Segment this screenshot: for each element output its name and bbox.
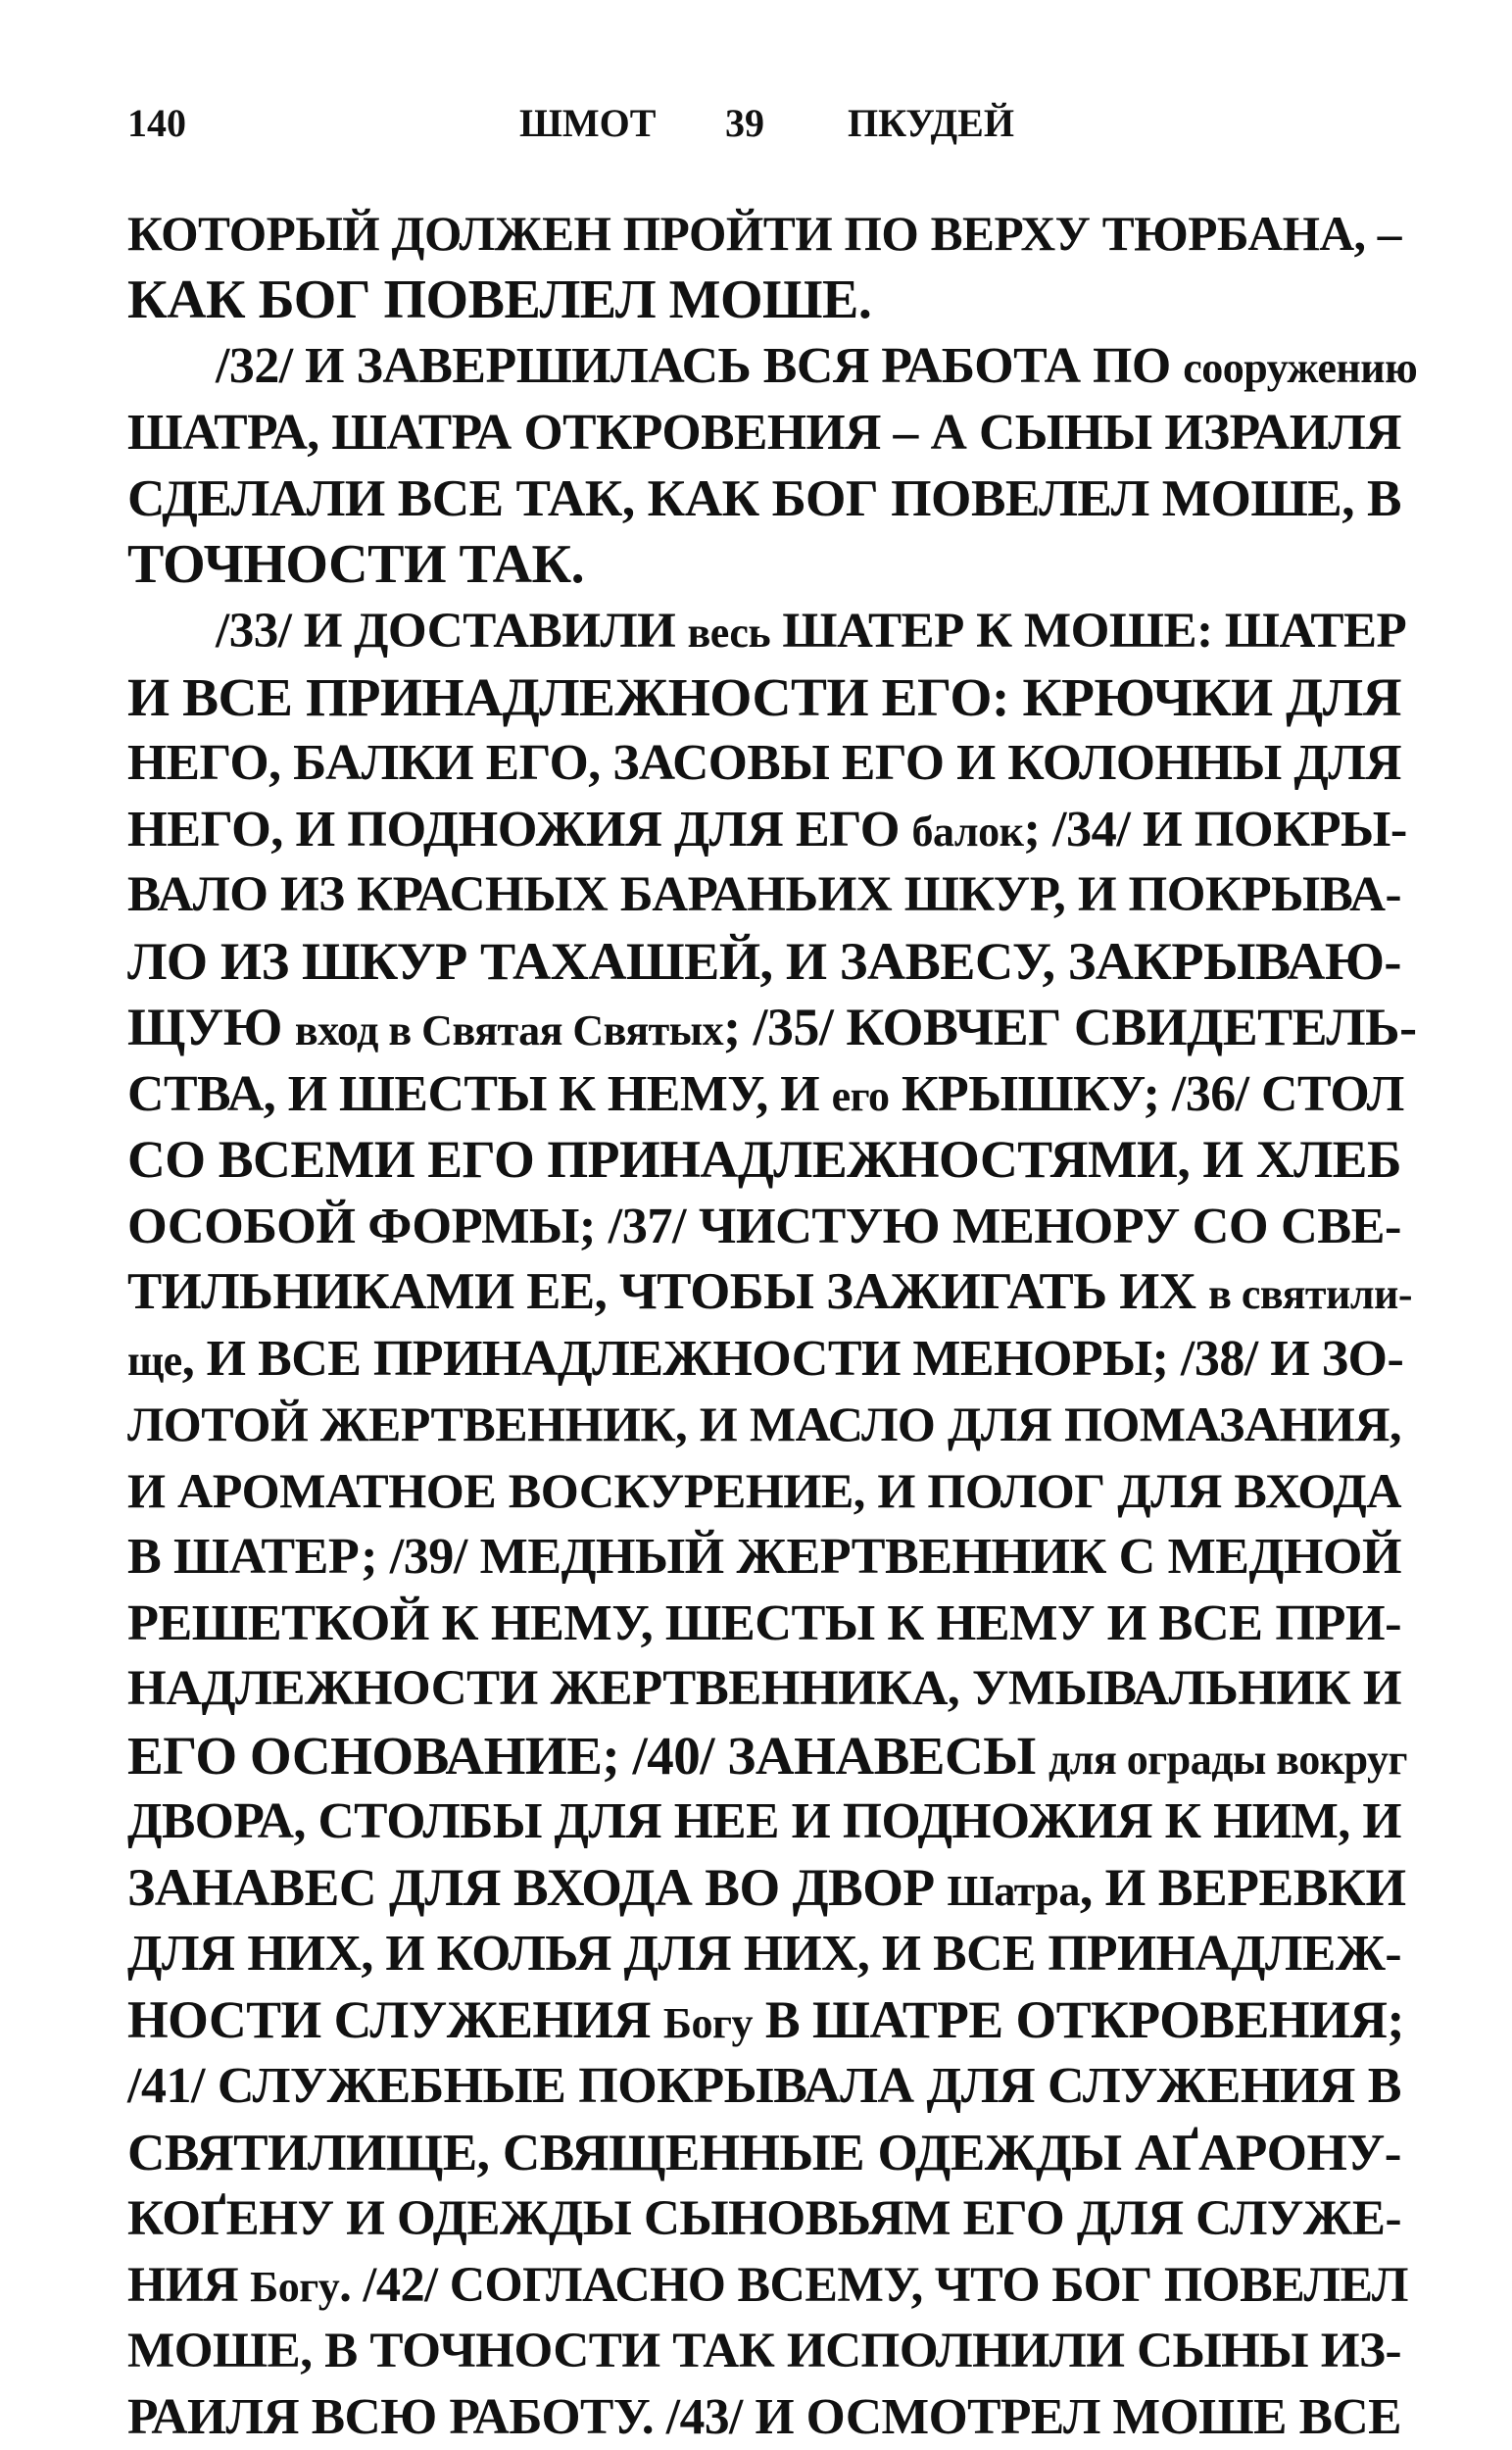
text-segment: ЛО ИЗ ШКУР ТАХАШЕЙ, И ЗАВЕСУ, ЗАКРЫВАЮ- xyxy=(127,932,1401,991)
text-segment: весь xyxy=(688,609,771,657)
text-line xyxy=(127,2384,1401,2450)
text-segment: РЕШЕТКОЙ К НЕМУ, ШЕСТЫ К НЕМУ И ВСЕ ПРИ- xyxy=(127,1594,1401,1651)
text-line xyxy=(127,1194,1401,1260)
text-segment: КАК БОГ ПОВЕЛЕЛ МОШЕ. xyxy=(127,270,871,330)
text-line xyxy=(127,201,1401,268)
text-segment: Богу xyxy=(250,2263,339,2311)
text-segment: МОШЕ, В ТОЧНОСТИ ТАК ИСПОЛНИЛИ СЫНЫ ИЗ- xyxy=(127,2323,1401,2378)
text-line xyxy=(127,1788,1401,1855)
text-segment: КРЫШКУ; /36/ СТОЛ xyxy=(890,1066,1404,1122)
text-line xyxy=(127,1921,1401,1987)
text-segment: ДЛЯ НИХ, И КОЛЬЯ ДЛЯ НИХ, И ВСЕ ПРИНАДЛЕЖ- xyxy=(127,1926,1401,1982)
text-segment: Шатра xyxy=(948,1867,1080,1915)
text-line xyxy=(127,1259,1401,1326)
text-line xyxy=(127,1458,1401,1525)
text-line xyxy=(127,1392,1401,1458)
text-segment: НЕГО, БАЛКИ ЕГО, ЗАСОВЫ ЕГО И КОЛОННЫ ДЛЯ xyxy=(127,735,1401,791)
text-segment: ЗАНАВЕС ДЛЯ ВХОДА ВО ДВОР xyxy=(127,1858,948,1917)
text-segment: И АРОМАТНОЕ ВОСКУРЕНИЕ, И ПОЛОГ ДЛЯ ВХОДА xyxy=(127,1463,1401,1518)
text-line xyxy=(127,862,1401,929)
text-segment: СВЯТИЛИЩЕ, СВЯЩЕННЫЕ ОДЕЖДЫ АҐАРОНУ- xyxy=(127,2124,1401,2181)
text-line xyxy=(127,797,1401,863)
text-segment: балок xyxy=(912,808,1024,856)
text-line xyxy=(127,2318,1401,2384)
text-line xyxy=(127,1723,1401,1789)
text-segment: РАИЛЯ ВСЮ РАБОТУ. /43/ И ОСМОТРЕЛ МОШЕ ВСЕ xyxy=(127,2389,1401,2445)
text-line xyxy=(127,1326,1401,1393)
text-line xyxy=(127,333,1401,400)
text-segment: В ШАТРЕ ОТКРОВЕНИЯ; xyxy=(753,1990,1404,2049)
text-segment: СО ВСЕМИ ЕГО ПРИНАДЛЕЖНОСТЯМИ, И ХЛЕБ xyxy=(127,1130,1401,1189)
text-segment: СДЕЛАЛИ ВСЕ ТАК, КАК БОГ ПОВЕЛЕЛ МОШЕ, В xyxy=(127,469,1401,527)
chapter-number: 39 xyxy=(725,100,764,146)
text-line xyxy=(127,664,1401,731)
text-line xyxy=(127,268,1401,334)
text-segment: СТВА, И ШЕСТЫ К НЕМУ, И xyxy=(127,1066,832,1122)
text-segment: в святили- xyxy=(1208,1270,1412,1318)
text-line xyxy=(127,995,1401,1061)
running-head xyxy=(127,100,1401,159)
parsha-name: ПКУДЕЙ xyxy=(848,100,1014,146)
text-segment: НАДЛЕЖНОСТИ ЖЕРТВЕННИКА, УМЫВАЛЬНИК И xyxy=(127,1661,1401,1716)
text-segment: НИЯ xyxy=(127,2257,250,2312)
text-segment: вход в Святая Святых xyxy=(295,1006,723,1054)
text-segment: ДВОРА, СТОЛБЫ ДЛЯ НЕЕ И ПОДНОЖИЯ К НИМ, И xyxy=(127,1793,1401,1849)
text-line xyxy=(127,466,1401,532)
text-segment: ТОЧНОСТИ ТАК. xyxy=(127,534,584,595)
text-segment: для ограды вокруг xyxy=(1049,1736,1407,1784)
text-line xyxy=(127,1656,1401,1723)
body-text xyxy=(127,201,1401,2450)
text-segment: сооружению xyxy=(1183,344,1417,392)
text-segment: НОСТИ СЛУЖЕНИЯ xyxy=(127,1990,663,2049)
text-segment: НЕГО, И ПОДНОЖИЯ ДЛЯ ЕГО xyxy=(127,801,912,858)
text-segment: ШАТЕР К МОШЕ: ШАТЕР xyxy=(770,603,1406,659)
text-segment: ВАЛО ИЗ КРАСНЫХ БАРАНЬИХ ШКУР, И ПОКРЫВА- xyxy=(127,867,1401,922)
text-segment: КОТОРЫЙ ДОЛЖЕН ПРОЙТИ ПО ВЕРХУ ТЮРБАНА, – xyxy=(127,207,1401,261)
text-segment: . /42/ СОГЛАСНО ВСЕМУ, ЧТО БОГ ПОВЕЛЕЛ xyxy=(339,2257,1408,2312)
text-segment: его xyxy=(832,1072,890,1120)
text-segment: /33/ И ДОСТАВИЛИ xyxy=(216,603,688,659)
text-line xyxy=(127,2252,1401,2319)
text-segment: /32/ И ЗАВЕРШИЛАСЬ ВСЯ РАБОТА ПО xyxy=(216,338,1183,394)
text-segment: В ШАТЕР; /39/ МЕДНЫЙ ЖЕРТВЕННИК С МЕДНОЙ xyxy=(127,1529,1401,1585)
text-line xyxy=(127,1127,1401,1194)
text-segment: ЩУЮ xyxy=(127,998,295,1056)
text-segment: ЛОТОЙ ЖЕРТВЕННИК, И МАСЛО ДЛЯ ПОМАЗАНИЯ, xyxy=(127,1396,1401,1451)
text-line xyxy=(127,400,1401,466)
text-segment: , И ВЕРЕВКИ xyxy=(1080,1858,1406,1917)
text-line xyxy=(127,1061,1401,1128)
text-line xyxy=(127,2053,1401,2120)
text-line xyxy=(127,730,1401,797)
text-line xyxy=(127,1855,1401,1922)
text-line xyxy=(127,598,1401,664)
text-line xyxy=(127,1987,1401,2054)
text-segment: ; /35/ КОВЧЕГ СВИДЕТЕЛЬ- xyxy=(723,998,1416,1056)
page-number: 140 xyxy=(127,100,186,146)
text-line xyxy=(127,1591,1401,1657)
text-segment: , И ВСЕ ПРИНАДЛЕЖНОСТИ МЕНОРЫ; /38/ И ЗО- xyxy=(182,1331,1404,1387)
text-segment: ЕГО ОСНОВАНИЕ; /40/ ЗАНАВЕСЫ xyxy=(127,1726,1049,1786)
text-segment: КОҐЕНУ И ОДЕЖДЫ СЫНОВЬЯМ ЕГО ДЛЯ СЛУЖЕ- xyxy=(127,2190,1401,2246)
book-name: ШМОТ xyxy=(519,100,656,146)
text-line xyxy=(127,532,1401,599)
text-segment: ТИЛЬНИКАМИ ЕЕ, ЧТОБЫ ЗАЖИГАТЬ ИХ xyxy=(127,1263,1208,1320)
text-segment: ; /34/ И ПОКРЫ- xyxy=(1023,801,1406,858)
text-segment: ШАТРА, ШАТРА ОТКРОВЕНИЯ – А СЫНЫ ИЗРАИЛЯ xyxy=(127,405,1401,461)
text-line xyxy=(127,2120,1401,2186)
text-line xyxy=(127,929,1401,996)
text-segment: И ВСЕ ПРИНАДЛЕЖНОСТИ ЕГО: КРЮЧКИ ДЛЯ xyxy=(127,667,1401,727)
text-line xyxy=(127,2185,1401,2252)
text-segment: Богу xyxy=(663,1999,753,2047)
text-segment: ОСОБОЙ ФОРМЫ; /37/ ЧИСТУЮ МЕНОРУ СО СВЕ- xyxy=(127,1198,1401,1254)
text-segment: ще xyxy=(127,1337,182,1385)
text-segment: /41/ СЛУЖЕБНЫЕ ПОКРЫВАЛА ДЛЯ СЛУЖЕНИЯ В xyxy=(127,2058,1401,2114)
text-line xyxy=(127,1524,1401,1591)
